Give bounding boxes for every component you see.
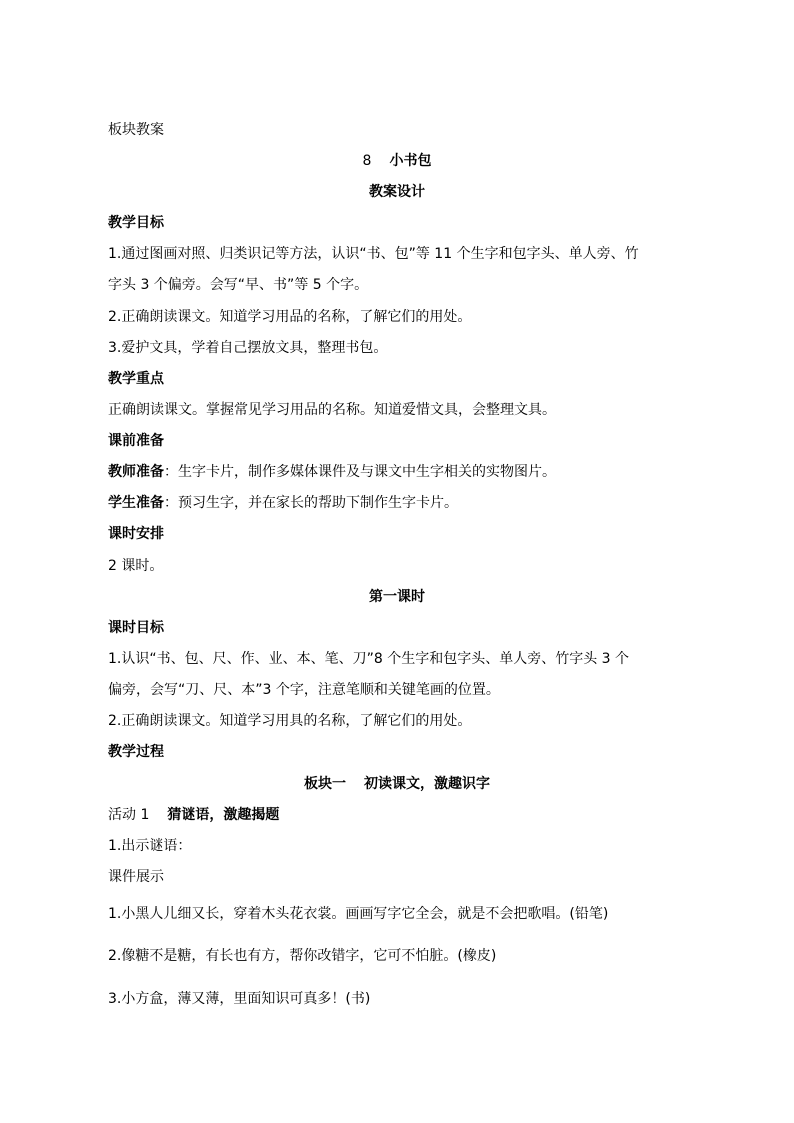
block-label: 板块一 [304,776,346,792]
teacher-prep-label: 教师准备 [108,464,164,480]
lesson-goal-1-line-1: 1.认识“书、包、尺、作、业、本、笔、刀”8 个生字和包字头、单人旁、竹字头 3 个 [108,651,630,667]
goal-1-line-1: 1.通过图画对照、归类识记等方法，认识“书、包”等 11 个生字和包字头、单人旁、竹 [108,246,639,262]
lesson-title-text: 小书包 [389,153,432,169]
step-1: 1.出示谜语： [108,838,192,854]
goals-heading: 教学目标 [108,215,164,231]
student-prep-label: 学生准备 [108,495,164,511]
block-heading [0,773,794,795]
goal-1-line-2: 字头 3 个偏旁。会写“早、书”等 5 个字。 [108,277,369,293]
lesson-title [0,150,794,172]
teacher-prep [108,461,720,483]
schedule-heading: 课时安排 [108,526,164,542]
riddle-3: 3.小方盒，薄又薄，里面知识可真多！(书) [108,991,371,1007]
focus-text: 正确朗读课文。掌握常见学习用品的名称。知道爱惜文具，会整理文具。 [108,402,556,418]
prep-heading: 课前准备 [108,433,164,449]
teacher-prep-text: ：生字卡片，制作多媒体课件及与课文中生字相关的实物图片。 [164,464,556,480]
goal-2: 2.正确朗读课文。知道学习用品的名称，了解它们的用处。 [108,309,472,325]
student-prep-text: ：预习生字，并在家长的帮助下制作生字卡片。 [164,495,458,511]
process-heading: 教学过程 [108,744,164,760]
first-lesson-heading: 第一课时 [369,589,425,605]
lesson-goals-heading: 课时目标 [108,620,164,636]
lesson-goal-1-line-2: 偏旁，会写“刀、尺、本”3 个字，注意笔顺和关键笔画的位置。 [108,682,500,698]
activity-title: 猜谜语，激趣揭题 [167,807,280,823]
block-title: 初读课文，激趣识字 [364,776,490,792]
schedule-text: 2 课时。 [108,558,164,574]
riddle-2: 2.像糖不是糖，有长也有方，帮你改错字，它可不怕脏。(橡皮) [108,948,497,964]
focus-heading: 教学重点 [108,371,164,387]
courseware-label: 课件展示 [108,869,164,885]
riddle-1: 1.小黑人儿细又长，穿着木头花衣裳。画画写字它全会，就是不会把歌唱。(铅笔) [108,906,609,922]
lesson-number: 8 [362,153,372,169]
lesson-goal-2: 2.正确朗读课文。知道学习用具的名称，了解它们的用处。 [108,713,472,729]
section-label: 板块教案 [108,122,164,138]
activity-heading [108,804,720,826]
activity-label: 活动 1 [108,807,150,823]
goal-3: 3.爱护文具，学着自己摆放文具，整理书包。 [108,340,388,356]
student-prep [108,492,720,514]
design-heading: 教案设计 [369,184,425,200]
